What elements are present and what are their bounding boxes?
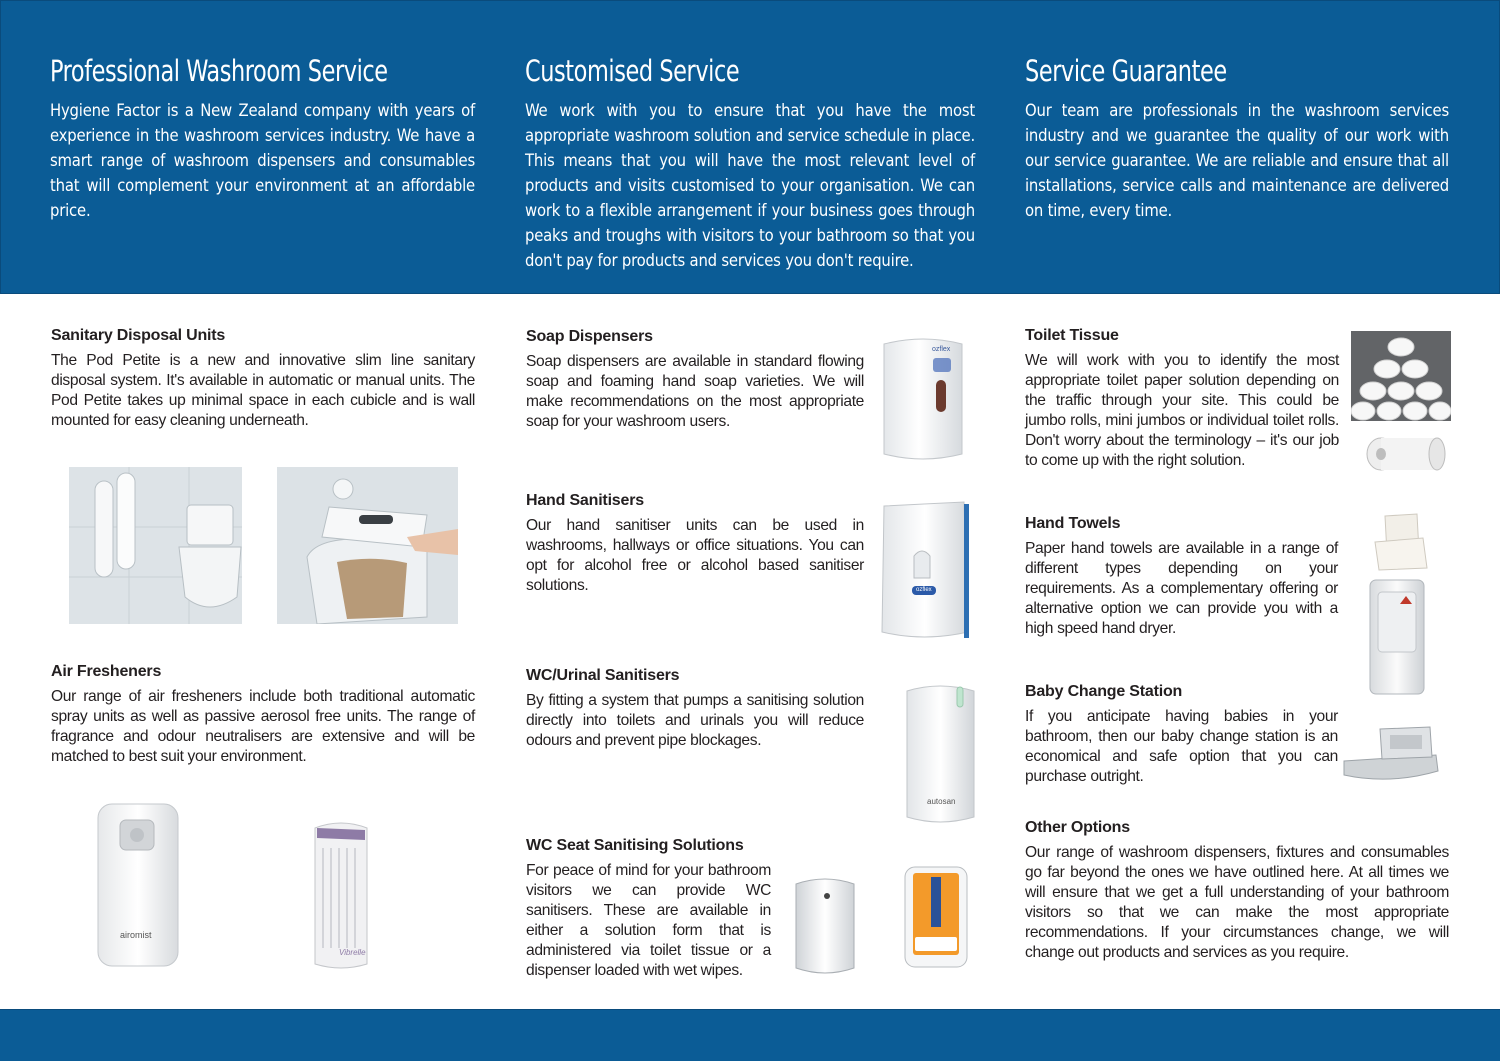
- section-title: Sanitary Disposal Units: [51, 327, 226, 344]
- header-col-guarantee: [1025, 54, 1449, 223]
- section-air-fresheners: [51, 663, 475, 767]
- header-title-professional: Professional Washroom Service: [50, 54, 388, 88]
- section-text: By fitting a system that pumps a sanitising solution directly into toilets and urinals you will reduce odours and prevent pipe blockages.: [526, 692, 864, 749]
- baby-change-station-image: [1340, 725, 1440, 785]
- header-title-guarantee: Service Guarantee: [1025, 54, 1227, 88]
- section-text: Our hand sanitiser units can be used in washrooms, hallways or office situations. You can opt for alcohol free or alcohol based sanitiser solutions.: [526, 517, 864, 594]
- section-title: Toilet Tissue: [1025, 327, 1119, 344]
- section-soap-dispensers: [526, 328, 864, 432]
- section-wc-urinal-sanitisers: [526, 667, 864, 751]
- header-text-guarantee: Our team are professionals in the washroom services industry and we guarantee the quality of our work with our service guarantee. We are reliable and ensure that all installations, service calls and maintenance are delivered on time, every time.: [1025, 101, 1449, 220]
- header-col-customised: [525, 54, 975, 273]
- section-wc-seat-sanitising: [526, 837, 771, 981]
- header-col-professional: [50, 54, 475, 223]
- section-text: The Pod Petite is a new and innovative slim line sanitary disposal system. It's available in automatic or manual units. The Pod Petite takes up minimal space in each cubicle and is wall mounted for easy cleaning underneath.: [51, 352, 475, 429]
- section-title: Air Fresheners: [51, 663, 162, 680]
- pod-petite-open-photo: [277, 467, 458, 624]
- section-text: Our range of washroom dispensers, fixtures and consumables go far beyond the ones we have outlined here. At all times we will ensure that we get a full understanding of your bathroom visitors so that we can make the most appropriate recommendations. If your circumstances change, we will change out products and services as you require.: [1025, 844, 1449, 961]
- section-title: WC Seat Sanitising Solutions: [526, 837, 744, 854]
- vibrelle-label: Vibrelle: [339, 948, 366, 957]
- section-title: WC/Urinal Sanitisers: [526, 667, 680, 684]
- header-title-customised: Customised Service: [525, 54, 740, 88]
- section-other-options: [1025, 819, 1449, 963]
- section-title: Baby Change Station: [1025, 683, 1183, 700]
- section-hand-sanitisers: [526, 492, 864, 596]
- section-text: We will work with you to identify the most appropriate toilet paper solution depending on the traffic through your site. This could be jumbo rolls, mini jumbos or individual toilet rolls. Don't worry about the terminology – it's our job to come up with the right solution.: [1025, 352, 1339, 469]
- section-title: Hand Sanitisers: [526, 492, 644, 509]
- autosan-label: autosan: [927, 797, 956, 806]
- jumbo-roll-image: [1355, 430, 1447, 474]
- section-text: If you anticipate having babies in your bathroom, then our baby change station is an economical and safe option that you can purchase outright.: [1025, 708, 1338, 785]
- pod-petite-wall-photo: [69, 467, 242, 624]
- soap-dispenser-image: [880, 334, 966, 464]
- section-title: Other Options: [1025, 819, 1130, 836]
- wc-seat-wipes-dispenser-image: [790, 876, 860, 976]
- autosan-dispenser-image: [903, 681, 978, 827]
- header-text-professional: Hygiene Factor is a New Zealand company with years of experience in the washroom services industry. We have a smart range of washroom dispensers and consumables that will complement your environment at an affordable price.: [50, 101, 475, 220]
- section-sanitary-disposal: [51, 327, 475, 431]
- section-text: Soap dispensers are available in standard flowing soap and foaming hand soap varieties. We will make recommendations on the most appropriate soap for your washroom users.: [526, 353, 864, 430]
- section-text: Our range of air fresheners include both traditional automatic spray units as well as passive aerosol free units. The range of fragrance and odour neutralisers are extensive and will be matched to best suit your environment.: [51, 688, 475, 765]
- section-text: For peace of mind for your bathroom visitors we can provide WC sanitisers. These are available in either a solution form that is administered via toilet tissue or a dispenser loaded with wet wipes.: [526, 862, 771, 979]
- section-title: Hand Towels: [1025, 515, 1121, 532]
- toilet-roll-stack-image: [1351, 331, 1451, 421]
- header-text-customised: We work with you to ensure that you have the most appropriate washroom solution and service schedule in place. This means that you will have the most relevant level of products and visits customised to your organisation. We can work to a flexible arrangement if your business goes through peaks and troughs with visitors to your bathroom so that you don't pay for products and services you don't require.: [525, 101, 975, 270]
- wc-seat-solution-dispenser-image: [903, 865, 969, 969]
- section-title: Soap Dispensers: [526, 328, 653, 345]
- section-baby-change: [1025, 683, 1338, 787]
- vibrelle-dispenser-image: [311, 818, 371, 972]
- sanitiser-brand-label: ozflex: [916, 587, 932, 593]
- section-text: Paper hand towels are available in a range of different types depending on your requirements. As a complementary offering or alternative option we can provide you with a high speed hand dryer.: [1025, 540, 1338, 637]
- hand-dryer-image: [1366, 578, 1428, 696]
- airomist-dispenser-image: [96, 800, 180, 970]
- section-toilet-tissue: [1025, 327, 1339, 471]
- hand-sanitiser-image: [878, 500, 970, 642]
- soap-brand-label: ozflex: [932, 346, 951, 353]
- section-hand-towels: [1025, 515, 1338, 639]
- paper-towels-image: [1371, 512, 1429, 572]
- airomist-label: airomist: [120, 930, 152, 940]
- footer-band: [0, 1009, 1500, 1061]
